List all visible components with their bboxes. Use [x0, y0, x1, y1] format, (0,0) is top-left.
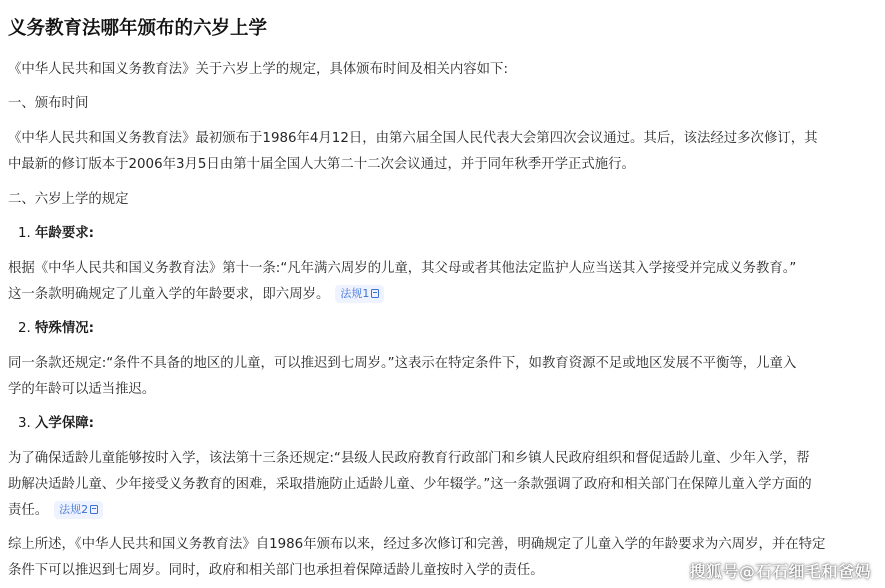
item-number: 3.	[18, 416, 31, 431]
item-number: 1.	[18, 226, 31, 241]
paragraph-line: 根据《中华人民共和国义务教育法》第十一条:“凡年满六周岁的儿童，其父母或者其他法定监护人应当送其入学接受并完成义务教育。”	[8, 261, 797, 276]
item-number: 2.	[18, 321, 31, 336]
item-heading-special	[18, 316, 94, 342]
section2-heading: 二、六岁上学的规定	[8, 192, 129, 207]
paragraph-text: 这一条款明确规定了儿童入学的年龄要求，即六周岁。	[8, 287, 330, 302]
item-paragraph-special	[8, 351, 870, 403]
paragraph-line: 综上所述，《中华人民共和国义务教育法》自1986年颁布以来，经过多次修订和完善，明确规定了儿童入学的年龄要求为六周岁，并在特定	[8, 537, 826, 552]
reference-link-1[interactable]	[335, 285, 384, 303]
document-icon	[90, 505, 98, 514]
reference-label: 法规1	[340, 287, 370, 300]
section1-paragraph	[8, 126, 870, 178]
item-title: 特殊情况:	[35, 321, 94, 336]
item-title: 入学保障:	[35, 416, 94, 431]
watermark: 搜狐号@石石细毛和爸妈	[689, 562, 871, 581]
reference-link-2[interactable]	[54, 501, 103, 519]
section1-heading: 一、颁布时间	[8, 96, 89, 111]
paragraph-line: 学的年龄可以适当推迟。	[8, 382, 156, 397]
reference-label: 法规2	[59, 503, 89, 516]
paragraph-text: 责任。	[8, 503, 49, 518]
page-title: 义务教育法哪年颁布的六岁上学	[8, 18, 268, 39]
paragraph-line: 为了确保适龄儿童能够按时入学，该法第十三条还规定:“县级人民政府教育行政部门和乡镇人民政府组织和督促适龄儿童、少年入学，帮	[8, 451, 810, 466]
paragraph-line: 助解决适龄儿童、少年接受义务教育的困难，采取措施防止适龄儿童、少年辍学。”这一条款强调了政府和相关部门在保障儿童入学方面的	[8, 477, 812, 492]
paragraph-line	[8, 498, 870, 524]
item-title: 年龄要求:	[35, 226, 94, 241]
paragraph-line: 条件下可以推迟到七周岁。同时，政府和相关部门也承担着保障适龄儿童按时入学的责任。	[8, 563, 544, 578]
paragraph-line: 同一条款还规定:“条件不具备的地区的儿童，可以推迟到七周岁。”这表示在特定条件下，如教育资源不足或地区发展不平衡等，儿童入	[8, 356, 797, 371]
item-paragraph-guarantee	[8, 446, 870, 524]
paragraph-line: 中最新的修订版本于2006年3月5日由第十届全国人大第二十二次会议通过，并于同年秋季开学正式施行。	[8, 157, 635, 172]
intro-paragraph: 《中华人民共和国义务教育法》关于六岁上学的规定，具体颁布时间及相关内容如下:	[8, 62, 508, 77]
document-icon	[371, 289, 379, 298]
paragraph-line: 《中华人民共和国义务教育法》最初颁布于1986年4月12日，由第六届全国人民代表大会第四次会议通过。其后，该法经过多次修订，其	[8, 131, 818, 146]
item-heading-guarantee	[18, 411, 94, 437]
item-paragraph-age	[8, 256, 870, 308]
paragraph-line	[8, 282, 870, 308]
item-heading-age	[18, 221, 94, 247]
